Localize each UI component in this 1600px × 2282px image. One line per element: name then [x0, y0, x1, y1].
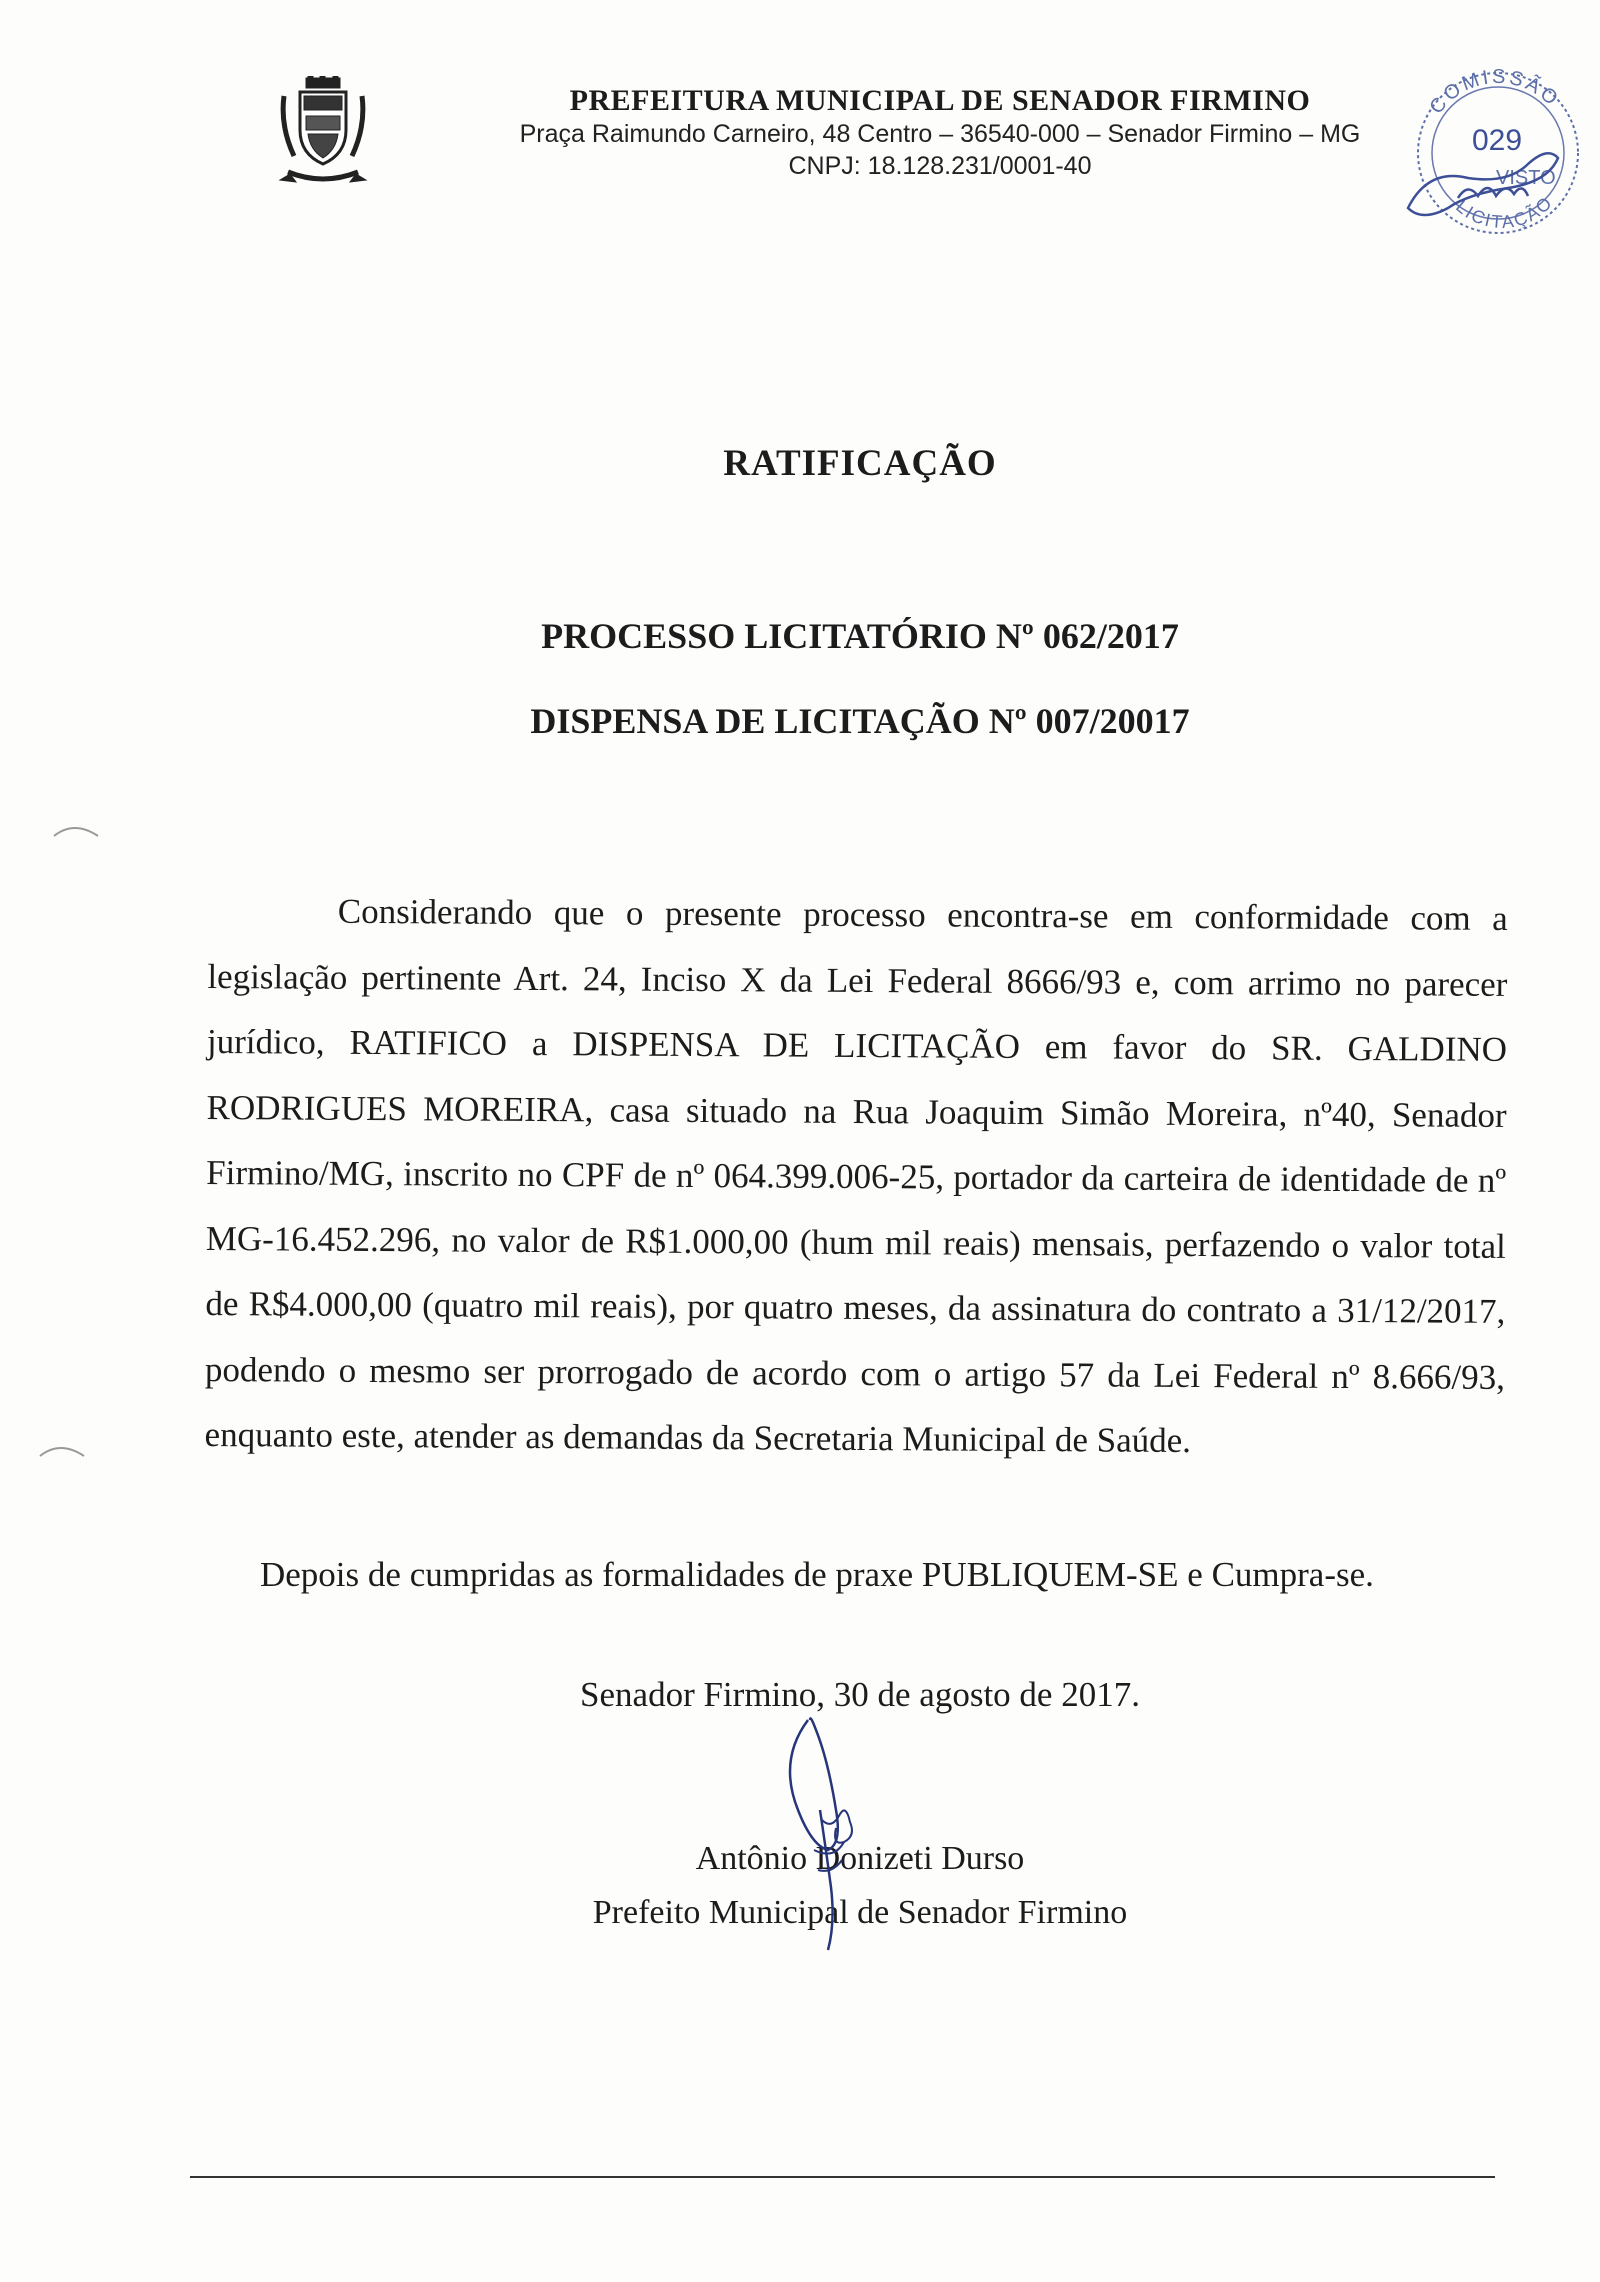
punch-mark-bottom — [38, 1440, 88, 1460]
signatory-name: Antônio Donizeti Durso — [695, 1840, 1025, 1877]
dispensa-number: DISPENSA DE LICITAÇÃO Nº 007/20017 — [530, 701, 1190, 741]
letterhead — [440, 84, 1440, 182]
ratification-paragraph: Considerando que o presente processo encontra-se em conformidade com a legislação pertinente Art. 24, Inciso X da Lei Federal 8666/93 e, com arrimo no parecer jurídico, RATIFICO a DISPENSA DE LICITAÇÃO em favor do SR. GALDINO RODRIGUES MOREIRA, casa situado na Rua Joaquim Simão Moreira, nº40, Senador Firmino/MG, inscrito no CPF de nº 064.399.006-25, portador da carteira de identidade de nº MG-16.452.296, no valor de R$1.000,00 (hum mil reais) mensais, perfazendo o valor total de R$4.000,00 (quatro mil reais), por quatro meses, da assinatura do contrato a 31/12/2017, podendo o mesmo ser prorrogado de acordo com o artigo 57 da Lei Federal nº 8.666/93, enquanto este, atender as demandas da Secretaria Municipal de Saúde. — [204, 891, 1508, 1461]
stamp-number: 029 — [1472, 124, 1523, 157]
municipal-crest-logo — [278, 76, 368, 188]
process-number: PROCESSO LICITATÓRIO Nº 062/2017 — [541, 616, 1179, 656]
signatory-role: Prefeito Municipal de Senador Firmino — [592, 1894, 1128, 1931]
handwritten-signature — [760, 1700, 920, 1960]
closing-statement: Depois de cumpridas as formalidades de praxe PUBLIQUEM-SE e Cumpra-se. — [260, 1555, 1374, 1594]
punch-mark-top — [52, 820, 102, 840]
stamp-top-text: COMISSÃO — [1425, 65, 1564, 119]
commission-stamp — [1398, 58, 1598, 248]
footer-divider — [190, 2176, 1495, 2178]
organization-name: PREFEITURA MUNICIPAL DE SENADOR FIRMINO — [569, 84, 1311, 117]
place-and-date: Senador Firmino, 30 de agosto de 2017. — [580, 1675, 1140, 1714]
stamp-bottom-text: LICITAÇÃO — [1452, 191, 1557, 233]
organization-cnpj: CNPJ: 18.128.231/0001-40 — [788, 152, 1092, 180]
svg-text:COMISSÃO — [1425, 66, 1564, 119]
organization-address: Praça Raimundo Carneiro, 48 Centro – 36540-000 – Senador Firmino – MG — [519, 120, 1361, 148]
document-title: RATIFICAÇÃO — [723, 443, 997, 484]
stamp-visto: VISTO — [1496, 167, 1556, 189]
